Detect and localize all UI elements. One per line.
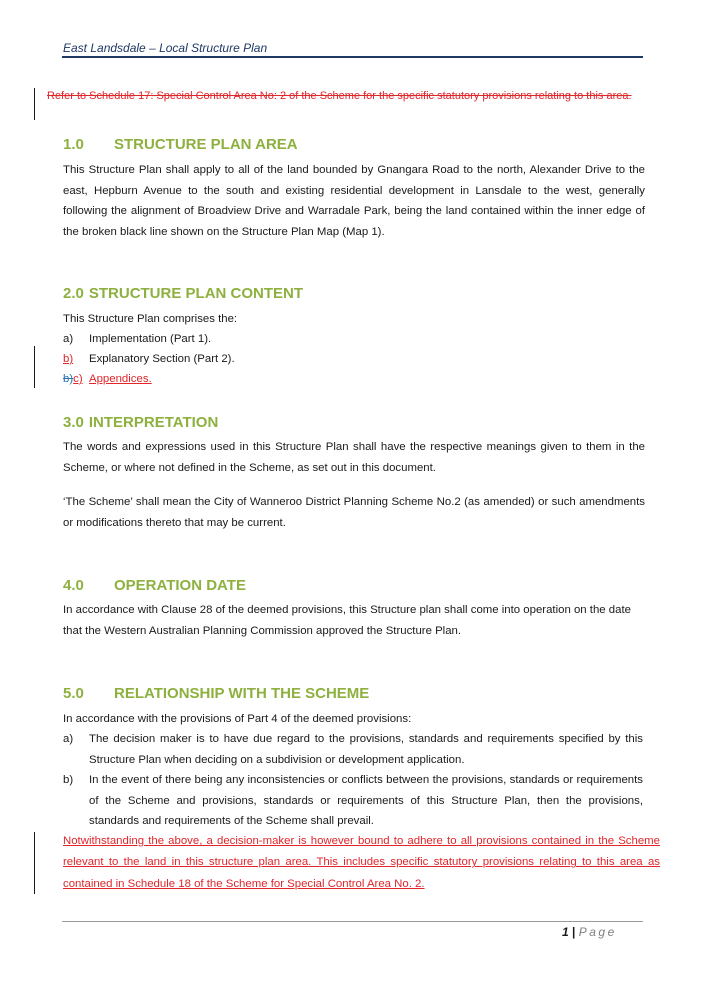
footer-rule (62, 921, 643, 922)
list-item (63, 369, 643, 390)
list-marker: b) (63, 774, 74, 786)
section-3-body-1: The words and expressions used in this Structure Plan shall have the respective meanings given to them in the Scheme, or where not defined in the Scheme, as set out in this document. (63, 441, 645, 474)
section-title: OPERATION DATE (114, 577, 246, 594)
list-item (63, 329, 643, 350)
list-item (63, 729, 643, 770)
list-marker-inserted: c) (73, 373, 83, 385)
section-4-body: In accordance with Clause 28 of the deemed provisions, this Structure plan shall come into operation on the date that the Western Australian Planning Commission approved the Structure Plan. (63, 604, 631, 637)
list-text: Explanatory Section (Part 2). (89, 353, 235, 365)
change-bar (34, 88, 35, 120)
page-label: Page (578, 925, 617, 939)
list-text: Implementation (Part 1). (89, 333, 212, 345)
section-heading-5 (63, 685, 369, 702)
section-heading-2 (63, 285, 303, 302)
list-text: The decision maker is to have due regard to the provisions, standards and requirements specified by this Structure Plan when deciding on a subdivision or development application. (89, 733, 643, 766)
change-bar (34, 346, 35, 388)
section-number: 5.0 (63, 685, 84, 702)
list-marker-inserted: b) (63, 353, 74, 365)
section-3-body-2: ‘The Scheme’ shall mean the City of Wanneroo District Planning Scheme No.2 (as amended) or such amendments or modifications thereto that may be current. (63, 496, 645, 529)
list-marker-revision (63, 369, 83, 390)
section-heading-4 (63, 577, 246, 594)
list-item (63, 770, 643, 832)
section-title: STRUCTURE PLAN AREA (114, 136, 298, 153)
section-number: 4.0 (63, 577, 84, 594)
section-heading-3 (63, 414, 218, 431)
list-item (63, 349, 643, 370)
section-2-intro: This Structure Plan comprises the: (63, 313, 238, 325)
deleted-schedule-reference: Refer to Schedule 17: Special Control Area No: 2 of the Scheme for the specific statutory provisions relating to this area. (47, 90, 632, 102)
section-title: INTERPRETATION (88, 414, 219, 431)
section-1-body: This Structure Plan shall apply to all of the land bounded by Gnangara Road to the north, Alexander Drive to the east, Hepburn Avenue to the south and existing residential development in Lansdale to the west, generally following the alignment of Broadview Drive and Warradale Park, being the land contained within the inner edge of the broken black line shown on the Structure Plan Map (Map 1). (63, 164, 645, 238)
running-header: East Landsdale – Local Structure Plan (63, 41, 268, 55)
section-number: 1.0 (63, 136, 84, 153)
section-heading-1 (63, 136, 298, 153)
list-marker: a) (63, 333, 74, 345)
section-5-intro: In accordance with the provisions of Part 4 of the deemed provisions: (63, 713, 412, 725)
inserted-notwithstanding-note: Notwithstanding the above, a decision-maker is however bound to adhere to all provisions contained in the Scheme relevant to the land in this structure plan area. This includes specific statutory provisions relating to this area as contained in Schedule 18 of the Scheme for Special Control Area No. 2. (63, 835, 660, 890)
page-number: 1 (562, 925, 569, 939)
page-footer (562, 925, 617, 939)
list-text-inserted: Appendices. (89, 373, 152, 385)
section-number: 3.0 (63, 414, 84, 431)
change-bar (34, 832, 35, 894)
list-marker: a) (63, 733, 74, 745)
header-rule (62, 56, 643, 58)
list-text: In the event of there being any inconsistencies or conflicts between the provisions, standards or requirements of the Scheme and provisions, standards or requirements of this Structure Plan, then the provisions, standards and requirements of the Scheme shall prevail. (89, 774, 643, 828)
section-number: 2.0 (63, 285, 84, 302)
list-marker-deleted: b) (63, 373, 74, 385)
section-title: STRUCTURE PLAN CONTENT (88, 285, 304, 302)
section-title: RELATIONSHIP WITH THE SCHEME (114, 685, 370, 702)
footer-separator: | (572, 925, 576, 939)
